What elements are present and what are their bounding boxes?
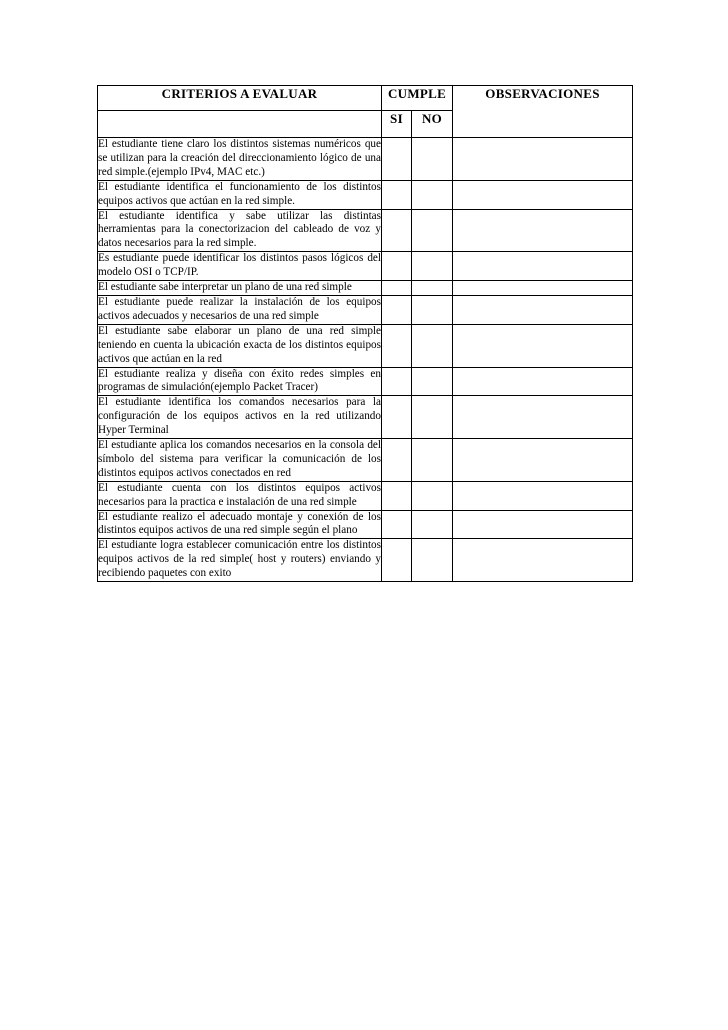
criterion-text: El estudiante identifica el funcionamiento de los distintos equipos activos que actúan en la red simple. <box>98 180 382 209</box>
si-cell[interactable] <box>382 324 412 367</box>
observaciones-cell[interactable] <box>453 396 633 439</box>
criteria-row <box>98 209 633 252</box>
criterion-text: El estudiante cuenta con los distintos equipos activos necesarios para la practica e instalación de una red simple <box>98 481 382 510</box>
criteria-subheader-blank <box>98 111 382 138</box>
no-cell[interactable] <box>412 481 453 510</box>
observaciones-cell[interactable] <box>453 367 633 396</box>
criteria-row <box>98 324 633 367</box>
observaciones-cell[interactable] <box>453 539 633 582</box>
criterion-text: El estudiante realiza y diseña con éxito redes simples en programas de simulación(ejemplo Packet Tracer) <box>98 367 382 396</box>
header-row <box>98 86 633 111</box>
si-cell[interactable] <box>382 439 412 482</box>
observaciones-cell[interactable] <box>453 439 633 482</box>
si-cell[interactable] <box>382 481 412 510</box>
no-cell[interactable] <box>412 209 453 252</box>
criterion-text: El estudiante sabe interpretar un plano de una red simple <box>98 281 382 296</box>
si-cell[interactable] <box>382 539 412 582</box>
criterion-text: El estudiante identifica y sabe utilizar las distintas herramientas para la conectorizacion del cableado de voz y datos necesarios para la red simple. <box>98 209 382 252</box>
observaciones-cell[interactable] <box>453 481 633 510</box>
observaciones-cell[interactable] <box>453 295 633 324</box>
no-cell[interactable] <box>412 295 453 324</box>
no-cell[interactable] <box>412 324 453 367</box>
criteria-row <box>98 510 633 539</box>
si-cell[interactable] <box>382 510 412 539</box>
criteria-row <box>98 252 633 281</box>
criteria-row <box>98 539 633 582</box>
no-cell[interactable] <box>412 510 453 539</box>
no-cell[interactable] <box>412 252 453 281</box>
si-header: SI <box>382 111 412 138</box>
criterion-text: Es estudiante puede identificar los distintos pasos lógicos del modelo OSI o TCP/IP. <box>98 252 382 281</box>
evaluation-table <box>97 85 633 582</box>
cumple-header: CUMPLE <box>382 86 453 111</box>
observaciones-cell[interactable] <box>453 180 633 209</box>
observaciones-header: OBSERVACIONES <box>453 86 633 138</box>
criteria-row <box>98 481 633 510</box>
si-cell[interactable] <box>382 252 412 281</box>
criterion-text: El estudiante puede realizar la instalación de los equipos activos adecuados y necesarios de una red simple <box>98 295 382 324</box>
no-cell[interactable] <box>412 539 453 582</box>
observaciones-cell[interactable] <box>453 281 633 296</box>
si-cell[interactable] <box>382 281 412 296</box>
criteria-header: CRITERIOS A EVALUAR <box>98 86 382 111</box>
no-cell[interactable] <box>412 180 453 209</box>
criterion-text: El estudiante tiene claro los distintos sistemas numéricos que se utilizan para la creación del direccionamiento lógico de una red simple.(ejemplo IPv4, MAC etc.) <box>98 138 382 181</box>
si-cell[interactable] <box>382 138 412 181</box>
no-cell[interactable] <box>412 396 453 439</box>
criterion-text: El estudiante aplica los comandos necesarios en la consola del símbolo del sistema para verificar la comunicación de los distintos equipos activos conectados en red <box>98 439 382 482</box>
observaciones-cell[interactable] <box>453 138 633 181</box>
observaciones-cell[interactable] <box>453 324 633 367</box>
criteria-row <box>98 138 633 181</box>
si-cell[interactable] <box>382 295 412 324</box>
no-cell[interactable] <box>412 439 453 482</box>
criterion-text: El estudiante identifica los comandos necesarios para la configuración de los equipos activos en la red utilizando Hyper Terminal <box>98 396 382 439</box>
observaciones-cell[interactable] <box>453 209 633 252</box>
criteria-row <box>98 180 633 209</box>
no-cell[interactable] <box>412 367 453 396</box>
criteria-rows <box>98 138 633 582</box>
criterion-text: El estudiante logra establecer comunicación entre los distintos equipos activos de la red simple( host y routers) enviando y recibiendo paquetes con exito <box>98 539 382 582</box>
no-cell[interactable] <box>412 138 453 181</box>
no-header: NO <box>412 111 453 138</box>
criteria-row <box>98 439 633 482</box>
criteria-row <box>98 396 633 439</box>
observaciones-cell[interactable] <box>453 510 633 539</box>
observaciones-cell[interactable] <box>453 252 633 281</box>
criteria-row <box>98 281 633 296</box>
criterion-text: El estudiante realizo el adecuado montaje y conexión de los distintos equipos activos de una red simple según el plano <box>98 510 382 539</box>
si-cell[interactable] <box>382 180 412 209</box>
criteria-row <box>98 295 633 324</box>
criterion-text: El estudiante sabe elaborar un plano de una red simple teniendo en cuenta la ubicación exacta de los distintos equipos activos que actúan en la red <box>98 324 382 367</box>
si-cell[interactable] <box>382 209 412 252</box>
criteria-row <box>98 367 633 396</box>
si-cell[interactable] <box>382 367 412 396</box>
no-cell[interactable] <box>412 281 453 296</box>
si-cell[interactable] <box>382 396 412 439</box>
